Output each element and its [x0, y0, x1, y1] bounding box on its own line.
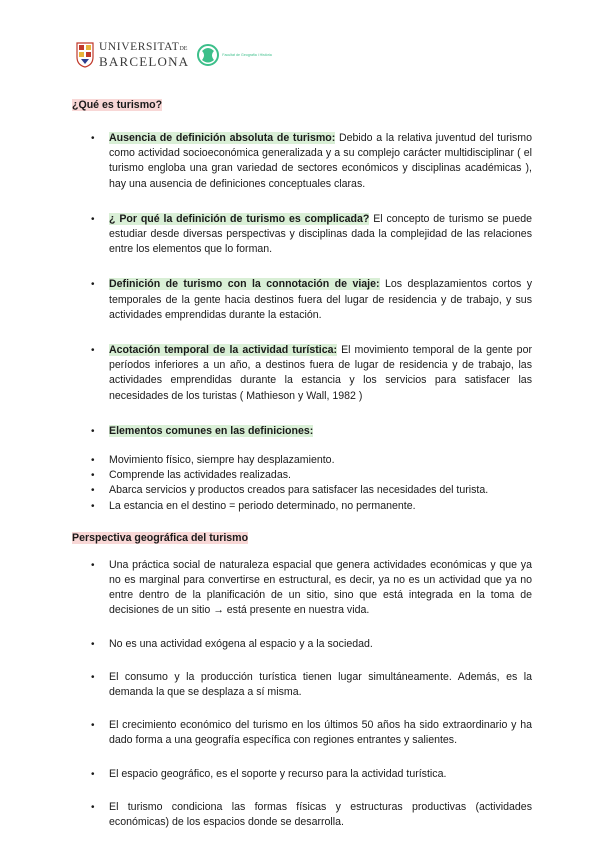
section-heading-perspectiva-geografica: Perspectiva geográfica del turismo: [72, 531, 249, 544]
faculty-emblem-icon: [197, 41, 219, 69]
list-item: • Movimiento físico, siempre hay desplazamiento.: [72, 453, 532, 468]
list-item: • El turismo condiciona las formas físicas y estructuras productivas (actividades económicas) de los espacios donde se desarrolla.: [72, 800, 532, 830]
common-elements-list: [72, 453, 532, 514]
document-body: [72, 99, 532, 848]
geographic-perspective-list: [72, 558, 532, 830]
list-item: • ¿ Por qué la definición de turismo es complicada? El concepto de turismo se puede estudiar desde diversas perspectivas y disciplinas dada la complejidad de las relaciones entre los elementos que lo forman.: [72, 212, 532, 258]
definition-list: [72, 131, 532, 439]
document-header: [76, 38, 280, 72]
list-item: • La estancia en el destino = periodo determinado, no permanente.: [72, 499, 532, 514]
list-item: • Acotación temporal de la actividad turística: El movimiento temporal de la gente por períodos inferiores a un año, a destinos fuera de lugar de residencia y de trabajo, las actividades emprendidas durante la estancia y los servicios para satisfacer las necesidades de los turistas ( Mathieson y Wall, 1982 ): [72, 343, 532, 404]
list-item: • El consumo y la producción turística tienen lugar simultáneamente. Además, es la demanda la que se desplaza a sí misma.: [72, 670, 532, 700]
list-item: • Ausencia de definición absoluta de turismo: Debido a la relativa juventud del turismo como actividad socioeconómica generalizada y a su complejo carácter multidisciplinar ( el turismo engloba una gran variedad de sectores económicos y disciplinas académicas ), hay una ausencia de definiciones conceptuales claras.: [72, 131, 532, 192]
university-name: UNIVERSITATDE BARCELONA: [99, 41, 190, 69]
section-heading-que-es-turismo: ¿Qué es turismo?: [72, 99, 163, 111]
list-item: • Elementos comunes en las definiciones:: [72, 424, 532, 439]
list-item: • No es una actividad exógena al espacio y a la sociedad.: [72, 637, 532, 652]
list-item: • Comprende las actividades realizadas.: [72, 468, 532, 483]
list-item: • El espacio geográfico, es el soporte y recurso para la actividad turística.: [72, 767, 532, 782]
list-item: • Una práctica social de naturaleza espacial que genera actividades económicas y que ya no es marginal para convertirse en estructural, es decir, ya no es un actividad que ya no entre dentro de la planificación de un sitio, sino que está integrada en la toma de decisiones de un sitio → está presente en nuestra vida.: [72, 558, 532, 619]
list-item: • Abarca servicios y productos creados para satisfacer las necesidades del turista.: [72, 483, 532, 498]
list-item: • Definición de turismo con la connotación de viaje: Los desplazamientos cortos y temporales de la gente hacia destinos fuera del lugar de residencia y de trabajo, y sus actividades emprendidas durante la estación.: [72, 277, 532, 323]
university-shield-logo: [76, 42, 94, 68]
list-item: • El crecimiento económico del turismo en los últimos 50 años ha sido extraordinario y ha dado forma a una geografía específica con regiones entrantes y salientes.: [72, 718, 532, 748]
faculty-logo: [197, 41, 280, 69]
faculty-name: Facultat de Geografia i Història: [222, 52, 272, 57]
